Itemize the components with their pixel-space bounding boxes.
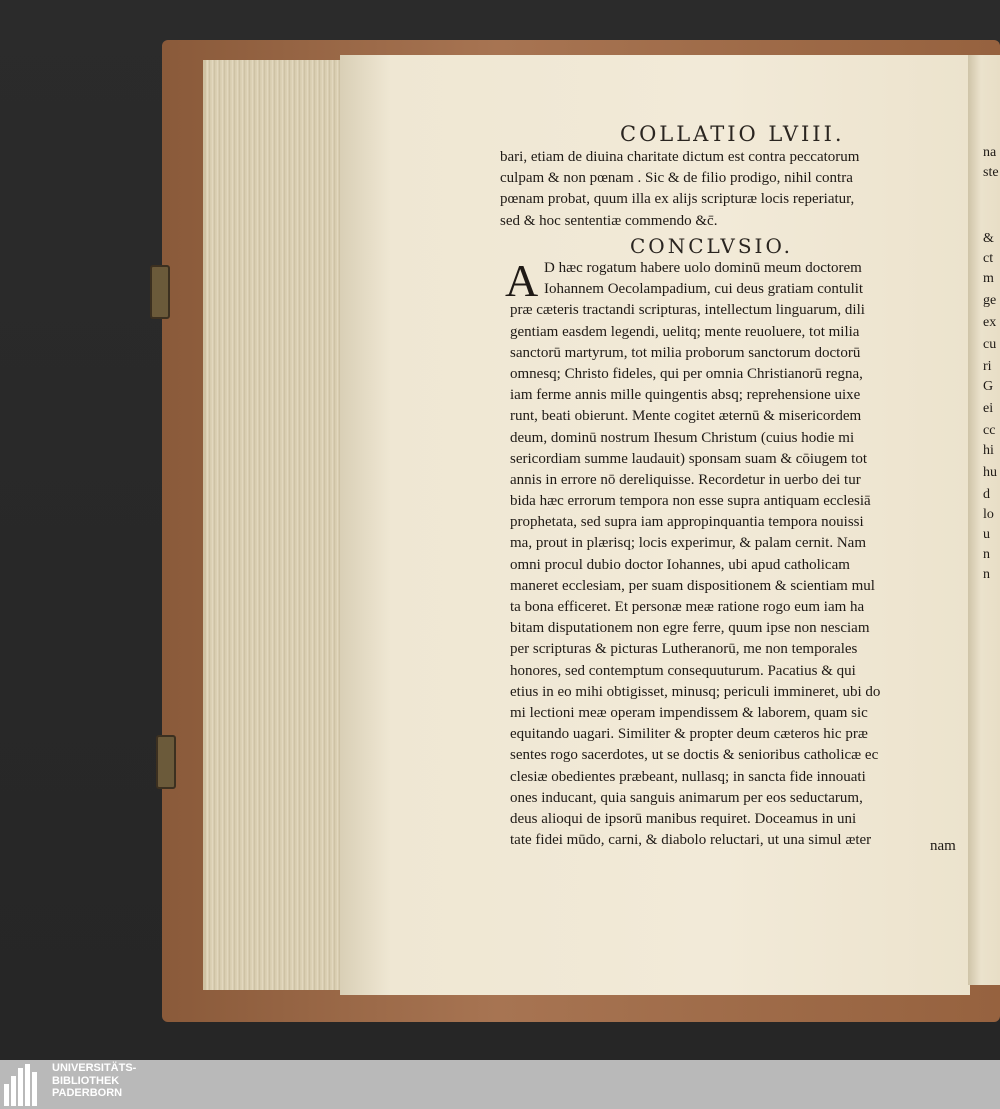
facing-page-fragment: ge	[983, 293, 997, 308]
footer-bar	[0, 1060, 1000, 1109]
facing-page-fragment: &	[983, 231, 994, 246]
conclusio-paragraph	[510, 258, 956, 851]
text-line: gentiam easdem legendi, uelitq; mente reuoluere, tot milia	[510, 323, 860, 340]
page-block-edges	[203, 60, 348, 990]
text-line: bari, etiam de diuina charitate dictum est contra peccatorum	[500, 149, 860, 165]
text-line: omni procul dubio doctor Iohannes, ubi apud catholicam	[510, 556, 850, 573]
facing-page-fragment: na	[983, 145, 997, 160]
text-line: D hæc rogatum habere uolo dominū meum doctorem	[544, 260, 862, 276]
book-clasp-lower	[156, 735, 176, 789]
facing-page-fragment: cu	[983, 337, 997, 352]
text-line: pœnam probat, quum illa ex alijs scripturæ locis reperiatur,	[500, 191, 855, 208]
library-logo-icon	[4, 1064, 44, 1106]
text-line: ma, prout in plærisq; locis experimur, & palam cernit. Nam	[510, 535, 866, 552]
text-line: mi lectioni meæ operam impendissem & laborem, quam sic	[510, 704, 868, 721]
drop-cap: A	[505, 255, 539, 306]
facing-page-fragment: u	[983, 527, 990, 542]
facing-page-fragment: hi	[983, 443, 994, 458]
text-line: per scripturas & picturas Lutheranorū, me non temporales	[510, 641, 858, 658]
text-line: annis in errore nō dereliquisse. Recordetur in uerbo dei tur	[510, 471, 861, 488]
text-line: prophetata, sed supra iam appropinquantia tempora nouissi	[510, 514, 864, 531]
library-name-line2: BIBLIOTHEK	[52, 1074, 120, 1087]
text-line: ta bona efficeret. Et personæ meæ ratione rogo eum iam ha	[510, 599, 865, 615]
text-line: bitam disputationem non egre ferre, quum ipse non nesciam	[510, 620, 870, 637]
text-line: clesiæ obedientes præbeant, nullasq; in sancta fide innouati	[510, 768, 866, 785]
text-line: Iohannem Oecolampadium, cui deus gratiam contulit	[544, 281, 864, 298]
text-line: culpam & non pœnam . Sic & de filio prodigo, nihil contra	[500, 170, 853, 187]
text-line: iam ferme annis mille quingentis absq; reprehensione uixe	[510, 387, 861, 404]
text-line: sanctorū martyrum, tot milia proborum sanctorum doctorū	[510, 344, 861, 361]
facing-page-fragment: ste	[983, 165, 999, 180]
text-line: maneret ecclesiam, per suam dispositionem & scientiam mul	[510, 577, 875, 594]
facing-page-fragment: n	[983, 567, 990, 582]
facing-page-fragment: n	[983, 547, 990, 562]
text-line: deum, dominū nostrum Ihesum Christum (cuius hodie mi	[510, 429, 855, 446]
facing-page-fragment: cc	[983, 423, 996, 438]
text-line: sed & hoc sententiæ commendo &c̄.	[500, 212, 718, 229]
text-line: etius in eo mihi obtigisset, minusq; periculi immineret, ubi do	[510, 683, 881, 700]
library-name-line3: PADERBORN	[52, 1087, 123, 1099]
facing-page-fragment: ex	[983, 315, 997, 330]
text-line: deus alioqui de ipsorū manibus requiret. Doceamus in uni	[510, 810, 857, 827]
text-line: bida hæc errorum tempora non esse supra antiquam ecclesiā	[510, 493, 871, 510]
text-line: ones inducant, quia sanguis animarum per eos seductarum,	[510, 789, 863, 806]
catchword: nam	[930, 838, 956, 854]
text-line: sentes rogo sacerdotes, ut se doctis & senioribus catholicæ ec	[510, 747, 879, 764]
facing-page-fragment: d	[983, 487, 990, 502]
facing-page-fragment: ri	[983, 359, 992, 374]
book-clasp-upper	[150, 265, 170, 319]
text-line: sericordiam summe laudauit) sponsam suam & cōiugem tot	[510, 450, 868, 467]
running-head: COLLATIO LVIII.	[620, 122, 845, 146]
text-line: honores, sed contemptum consequuturum. Pacatius & qui	[510, 662, 856, 679]
facing-page-fragment: hu	[983, 465, 997, 480]
text-line: omnesq; Christo fideles, qui per omnia Christianorū regna,	[510, 365, 863, 382]
library-name	[52, 1062, 136, 1100]
text-line: runt, beati obierunt. Mente cogitet æternū & misericordem	[510, 408, 862, 425]
section-heading: CONCLVSIO.	[630, 234, 794, 258]
facing-page-fragment: G	[983, 379, 994, 394]
text-line: præ cæteris tractandi scripturas, intellectum linguarum, dili	[510, 302, 865, 319]
text-line: tate fidei mūdo, carni, & diabolo reluctari, ut una simul æter	[510, 832, 872, 849]
library-name-line1: UNIVERSITÄTS-	[52, 1062, 137, 1074]
facing-page-fragment: ct	[983, 251, 994, 266]
facing-page-fragment: m	[983, 271, 994, 286]
facing-page-fragment: ei	[983, 401, 994, 416]
text-line: equitando uagari. Similiter & propter deum cæteros hic præ	[510, 726, 868, 743]
opening-paragraph	[500, 147, 956, 232]
facing-page-fragment: lo	[983, 507, 994, 522]
